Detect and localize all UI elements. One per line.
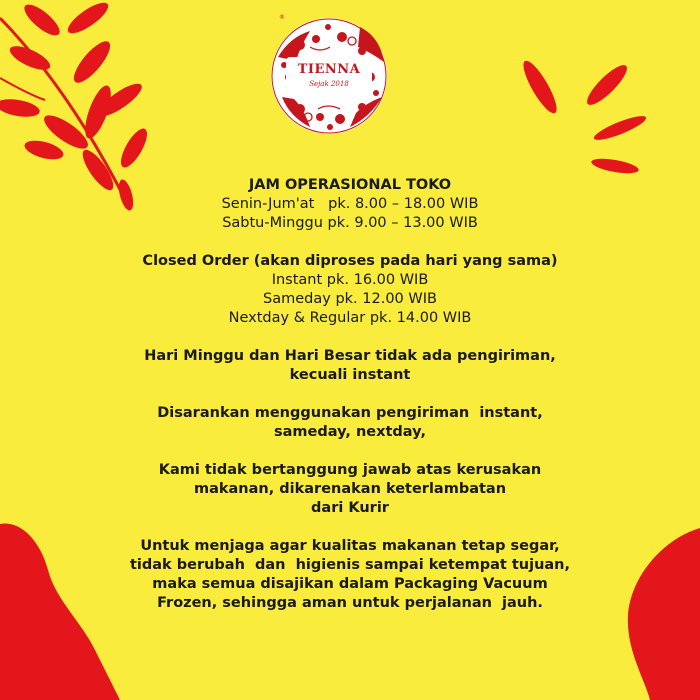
brand-logo (270, 17, 388, 135)
notice-sunday-line1: Hari Minggu dan Hari Besar tidak ada pengiriman, (144, 348, 556, 364)
closed-order-instant: Instant pk. 16.00 WIB (271, 272, 429, 288)
hours-heading: JAM OPERASIONAL TOKO (248, 177, 452, 193)
notice-packaging-line2: tidak berubah dan higienis sampai ketempat tujuan, (129, 557, 571, 573)
sunburst-icon (518, 57, 648, 176)
registered-mark: ® (279, 14, 285, 21)
blob-bottom-right-icon (628, 528, 700, 700)
notice-liability-line1: Kami tidak bertanggung jawab atas kerusakan (158, 462, 542, 478)
notice-liability-line3: dari Kurir (311, 500, 389, 516)
notice-liability-line2: makanan, dikarenakan keterlambatan (193, 481, 507, 497)
hours-weekend: Sabtu-Minggu pk. 9.00 – 13.00 WIB (222, 215, 478, 231)
notice-sunday-line2: kecuali instant (289, 367, 411, 383)
brand-tagline: Sejak 2018 (309, 80, 349, 88)
notice-packaging-line3: maka semua disajikan dalam Packaging Vacuum (152, 576, 548, 592)
notice-packaging-line4: Frozen, sehingga aman untuk perjalanan jauh. (157, 595, 543, 611)
notice-recommend-line2: sameday, nextday, (274, 424, 426, 440)
closed-order-sameday: Sameday pk. 12.00 WIB (263, 291, 437, 307)
notice-packaging-line1: Untuk menjaga agar kualitas makanan tetap segar, (140, 538, 560, 554)
info-text (90, 176, 610, 613)
brand-name: TIENNA (297, 62, 361, 77)
notice-recommend-line1: Disarankan menggunakan pengiriman instant, (157, 405, 543, 421)
closed-order-nextday: Nextday & Regular pk. 14.00 WIB (228, 310, 472, 326)
hours-weekday: Senin-Jum'at pk. 8.00 – 18.00 WIB (221, 196, 479, 212)
closed-order-heading: Closed Order (akan diproses pada hari yang sama) (142, 253, 558, 269)
